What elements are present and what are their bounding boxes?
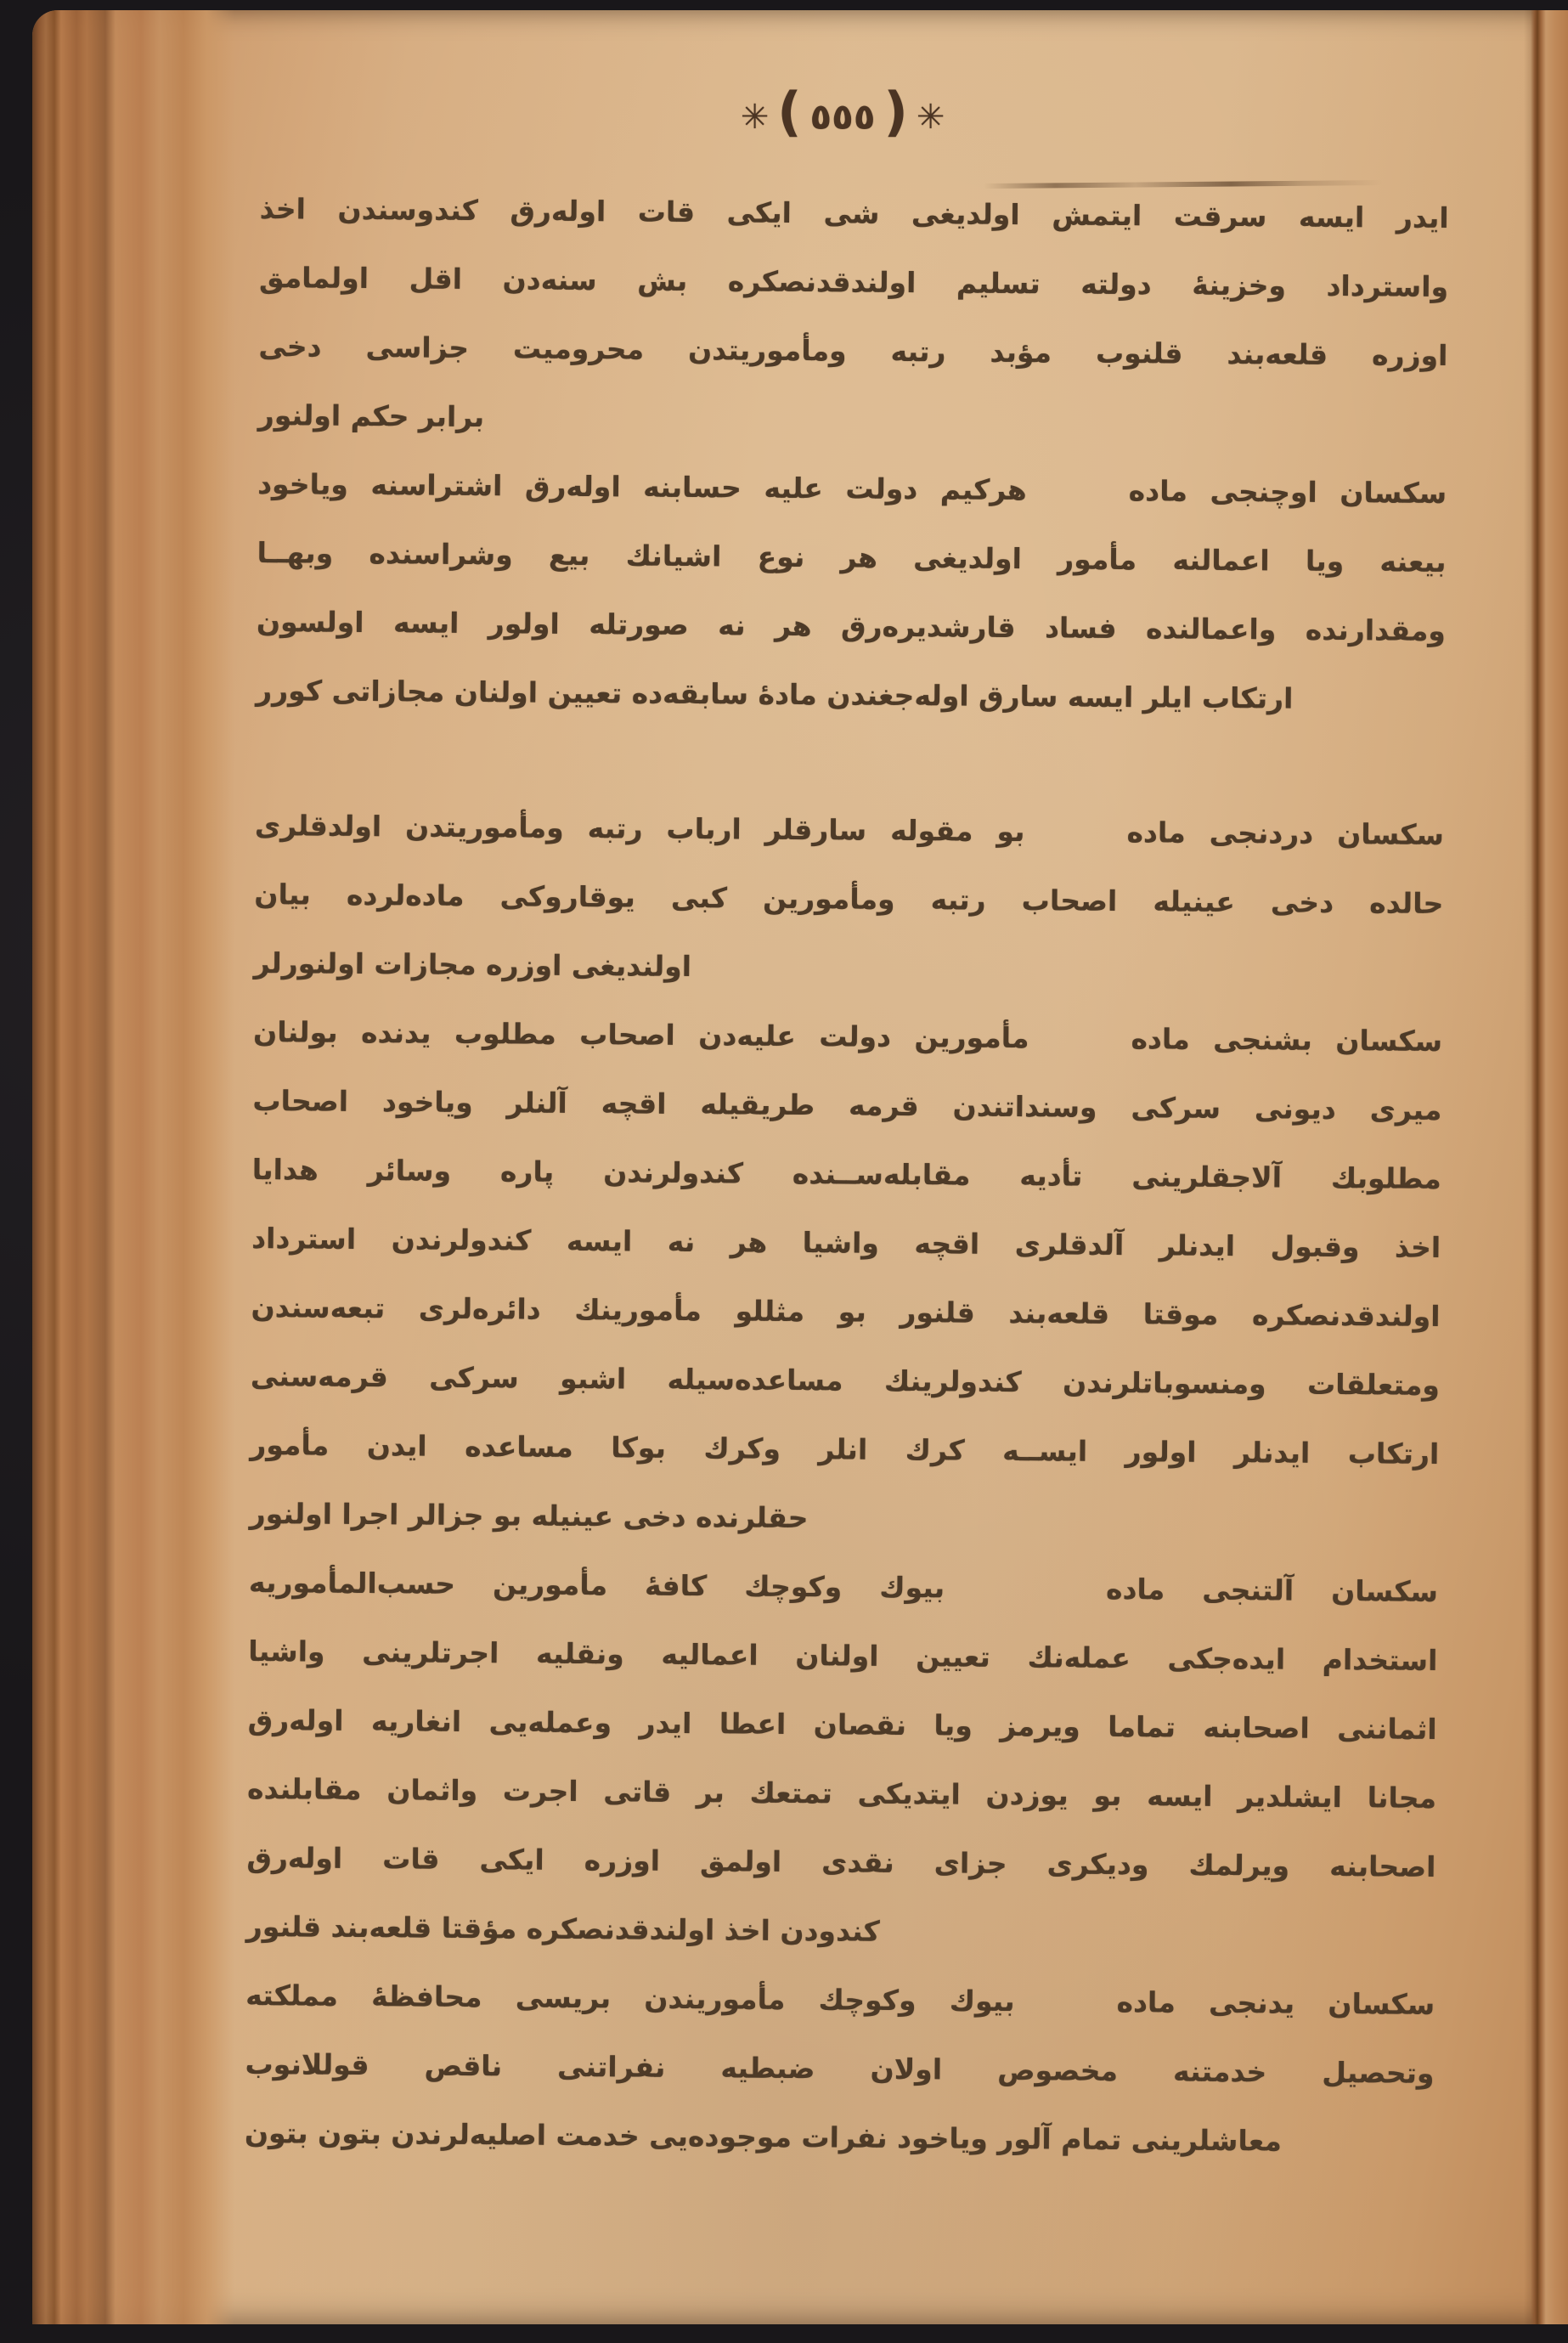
page-last-line bbox=[245, 2098, 1435, 2176]
floral-star-left-icon: ✳ bbox=[740, 98, 770, 137]
line-text: حالده دخی عینیله اصحاب رتبه ومأمورین کبی یوقاروکی ماده‌لرده بیان bbox=[254, 877, 1444, 920]
header-gap bbox=[1029, 1047, 1131, 1048]
paragraph-end-line bbox=[253, 929, 1443, 1007]
line-text: واسترداد وخزینهٔ دولته تسلیم اولندقدنصکره بش سنه‌دن اقل اولمامق bbox=[258, 261, 1449, 303]
line-text: اخذ وقبول ایدنلر آلدقلری اقچه واشیا هر نه ایسه کندولرندن استرداد bbox=[251, 1221, 1441, 1264]
paragraph-end-line bbox=[256, 656, 1446, 734]
line-text: هرکیم دولت علیه حسابنه اوله‌رق اشتراسنه ویاخود bbox=[257, 466, 1027, 507]
line-text: برابر حکم اولنور bbox=[257, 398, 485, 434]
book-page bbox=[32, 10, 1568, 2324]
line-text: کندودن اخذ اولندقدنصکره مؤقتا قلعه‌بند قلنور bbox=[245, 1909, 880, 1948]
article-heading: سکسان بشنجی ماده bbox=[1131, 1022, 1443, 1058]
line-text: اثماننی اصحابنه تماما ویرمز ویا نقصان اعطا ایدر وعمله‌یی انغاریه اوله‌رق bbox=[247, 1702, 1437, 1746]
text-line bbox=[258, 312, 1448, 390]
article-85-line bbox=[253, 997, 1443, 1076]
text-line bbox=[248, 1617, 1438, 1695]
line-text: ومقدارنده واعمالنده فساد قارشدیره‌رق هر نه صورتله اولور ایسه اولسون bbox=[256, 604, 1447, 647]
crescent-bracket-right-icon: ) bbox=[883, 81, 908, 143]
text-line bbox=[259, 243, 1449, 321]
text-line bbox=[254, 860, 1444, 938]
header-gap bbox=[945, 1596, 1106, 1598]
text-line bbox=[247, 1754, 1437, 1832]
line-text: حقلرنده دخی عینیله بو جزالر اجرا اولنور bbox=[249, 1496, 809, 1535]
article-heading: سکسان دردنجی ماده bbox=[1126, 816, 1445, 851]
line-text: میری دیونی سرکی وسنداتندن قرمه طریقیله اقچه آلنلر ویاخود اصحاب bbox=[252, 1083, 1442, 1126]
page-number: ٥٥٥ bbox=[809, 96, 876, 138]
line-text: مطلوبك آلاجقلرینی تأدیه مقابله‌ســنده کندولرندن پاره وسائر هدایا bbox=[251, 1152, 1441, 1195]
paragraph-end-line bbox=[257, 381, 1447, 459]
line-text: اوزره قلعه‌بند قلنوب مؤبد رتبه ومأموریتدن محرومیت جزاسی دخی bbox=[258, 329, 1448, 372]
header-gap bbox=[1027, 499, 1129, 500]
line-text: اولندیغی اوزره مجازات اولنورلر bbox=[253, 946, 692, 984]
article-87-line bbox=[245, 1961, 1435, 2039]
text-line bbox=[251, 1341, 1441, 1420]
text-line bbox=[247, 1685, 1437, 1764]
paragraph-end-line bbox=[246, 1892, 1436, 1970]
line-text: ومتعلقات ومنسوباتلرندن کندولرینك مساعده‌سیله اشبو سرکی قرمه‌سنی bbox=[250, 1358, 1441, 1402]
text-line bbox=[245, 2030, 1435, 2108]
text-line bbox=[252, 1066, 1442, 1144]
line-text: مجانا ایشلدیر ایسه بو یوزدن ایتدیکی تمتعك بر قاتی اجرت واثمان مقابلنده bbox=[246, 1771, 1437, 1815]
text-line bbox=[251, 1273, 1441, 1351]
ottoman-text-block bbox=[245, 174, 1449, 2176]
text-line bbox=[246, 1823, 1436, 1901]
paragraph-end-line bbox=[249, 1479, 1439, 1557]
article-83-line bbox=[257, 449, 1447, 528]
article-heading: سکسان اوچنجی ماده bbox=[1128, 474, 1447, 510]
page-fore-edge bbox=[1524, 10, 1568, 2324]
line-text: استخدام ایده‌جکی عمله‌نك تعیین اولنان اعمالیه ونقلیه اجرتلرینی واشیا bbox=[248, 1634, 1438, 1677]
article-86-line bbox=[249, 1548, 1439, 1626]
crescent-bracket-left-icon: ( bbox=[777, 81, 802, 143]
header-gap bbox=[1015, 2010, 1117, 2012]
line-text: مأمورین دولت علیه‌دن اصحاب مطلوب یدنده بولنان bbox=[252, 1014, 1029, 1055]
line-text: ارتکاب ایلر ایسه سارق اوله‌جغندن مادهٔ سابقه‌ده تعیین اولنان مجازاتی کورر bbox=[256, 673, 1294, 715]
line-text: بیوك وکوچك کافهٔ مأمورین حسب‌المأموریه bbox=[248, 1565, 945, 1605]
line-text: معاشلرینی تمام آلور ویاخود نفرات موجوده‌یی خدمت اصلیه‌لرندن بتون بتون bbox=[244, 2115, 1283, 2158]
line-text: بیوك وکوچك مأموریندن بریسی محافظهٔ مملکته bbox=[245, 1978, 1015, 2018]
text-line bbox=[257, 587, 1447, 665]
line-text: اولندقدنصکره موقتا قلعه‌بند قلنور بو مثللو مأمورینك دائره‌لری تبعه‌سندن bbox=[251, 1290, 1441, 1333]
text-line bbox=[257, 518, 1447, 596]
article-heading: سکسان آلتنجی ماده bbox=[1105, 1572, 1439, 1608]
article-heading: سکسان یدنجی ماده bbox=[1116, 1984, 1435, 2021]
text-line bbox=[252, 1135, 1442, 1213]
line-text: ایدر ایسه سرقت ایتمش اولدیغی شی ایکی قات اوله‌رق کندوسندن اخذ bbox=[259, 192, 1449, 234]
line-text: بو مقوله سارقلر ارباب رتبه ومأموریتدن اولدقلری bbox=[254, 808, 1025, 849]
line-text: ارتکاب ایدنلر اولور ایســه کرك انلر وکرك بوکا مساعده ایدن مأمور bbox=[250, 1427, 1440, 1471]
header-gap bbox=[1024, 840, 1126, 842]
page-gutter-edges bbox=[32, 10, 234, 2324]
floral-star-right-icon: ✳ bbox=[916, 98, 945, 137]
text-line bbox=[259, 174, 1449, 252]
line-text: وتحصیل خدمتنه مخصوص اولان ضبطیه نفراتنی ناقص قوللانوب bbox=[245, 2047, 1435, 2090]
page-number-ornament bbox=[245, 82, 1441, 153]
line-text: بیعنه ویا اعمالنه مأمور اولدیغی هر نوع اشیانك بیع وشراسنده وبهــا bbox=[257, 535, 1447, 579]
article-84-line bbox=[255, 791, 1445, 869]
line-text: اصحابنه ویرلمك ودیکری جزای نقدی اولمق اوزره ایکی قات اوله‌رق bbox=[246, 1840, 1436, 1883]
text-line bbox=[251, 1204, 1441, 1282]
text-line bbox=[250, 1410, 1440, 1488]
